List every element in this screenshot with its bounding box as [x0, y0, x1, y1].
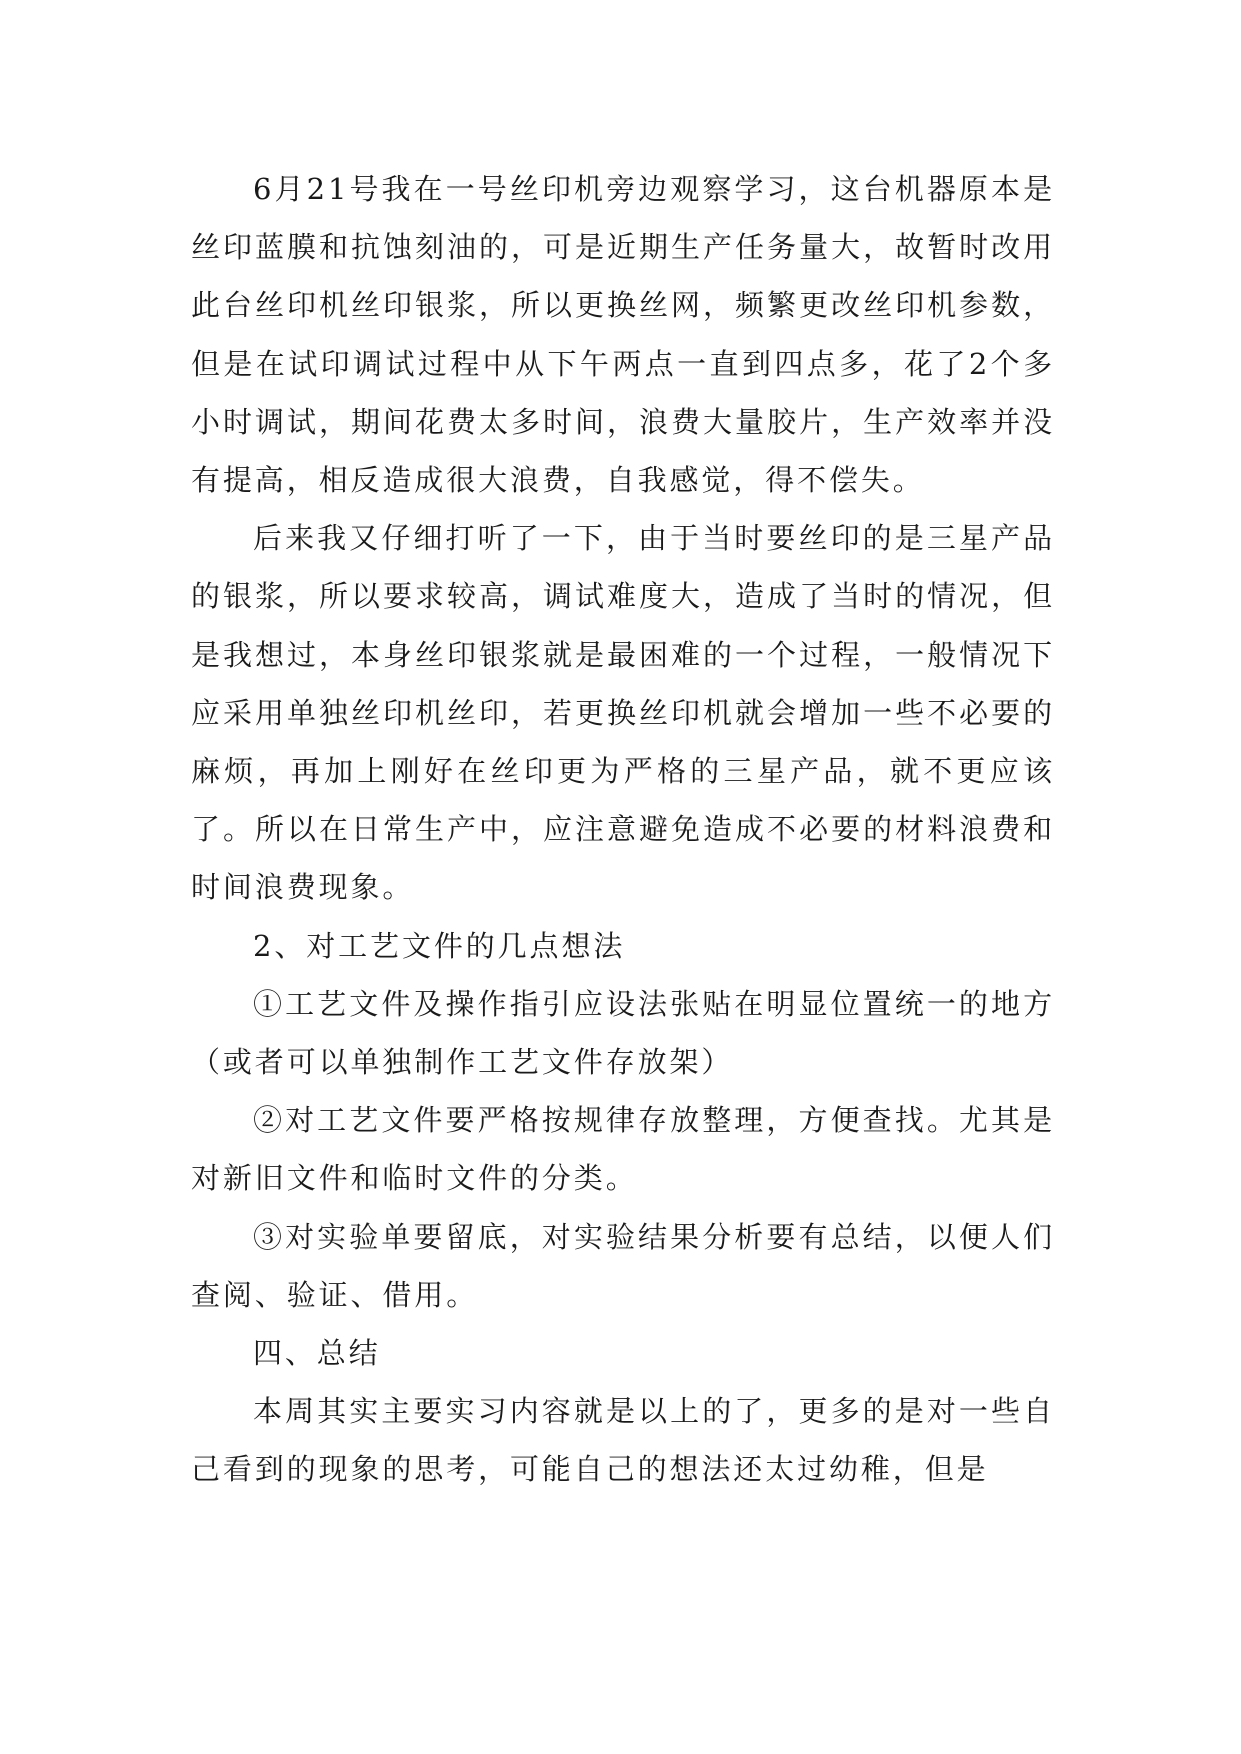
paragraph-summary: 本周其实主要实习内容就是以上的了，更多的是对一些自己看到的现象的思考，可能自己的想法还太过幼稚，但是	[191, 1394, 1055, 1487]
section-heading-summary: 四、总结	[253, 1336, 381, 1371]
section-heading-process-files: 2、对工艺文件的几点想法	[253, 928, 626, 963]
list-item-2: ②对工艺文件要严格按规律存放整理，方便查找。尤其是对新旧文件和临时文件的分类。	[191, 1103, 1055, 1196]
paragraph-observation: 6月21号我在一号丝印机旁边观察学习，这台机器原本是丝印蓝膜和抗蚀刻油的，可是近期生产任务量大，故暂时改用此台丝印机丝印银浆，所以更换丝网，频繁更改丝印机参数，但是在试印调试过程中从下午两点一直到四点多，花了2个多小时调试，期间花费太多时间，浪费大量胶片，生产效率并没有提高，相反造成很大浪费，自我感觉，得不偿失。	[191, 172, 1055, 498]
list-item-3: ③对实验单要留底，对实验结果分析要有总结，以便人们查阅、验证、借用。	[191, 1219, 1055, 1312]
paragraph-followup: 后来我又仔细打听了一下，由于当时要丝印的是三星产品的银浆，所以要求较高，调试难度大，造成了当时的情况，但是我想过，本身丝印银浆就是最困难的一个过程，一般情况下应采用单独丝印机丝印，若更换丝印机就会增加一些不必要的麻烦，再加上刚好在丝印更为严格的三星产品，就不更应该了。所以在日常生产中，应注意避免造成不必要的材料浪费和时间浪费现象。	[191, 521, 1055, 905]
document-body	[191, 160, 1055, 1499]
list-item-1: ①工艺文件及操作指引应设法张贴在明显位置统一的地方（或者可以单独制作工艺文件存放架）	[191, 986, 1055, 1080]
